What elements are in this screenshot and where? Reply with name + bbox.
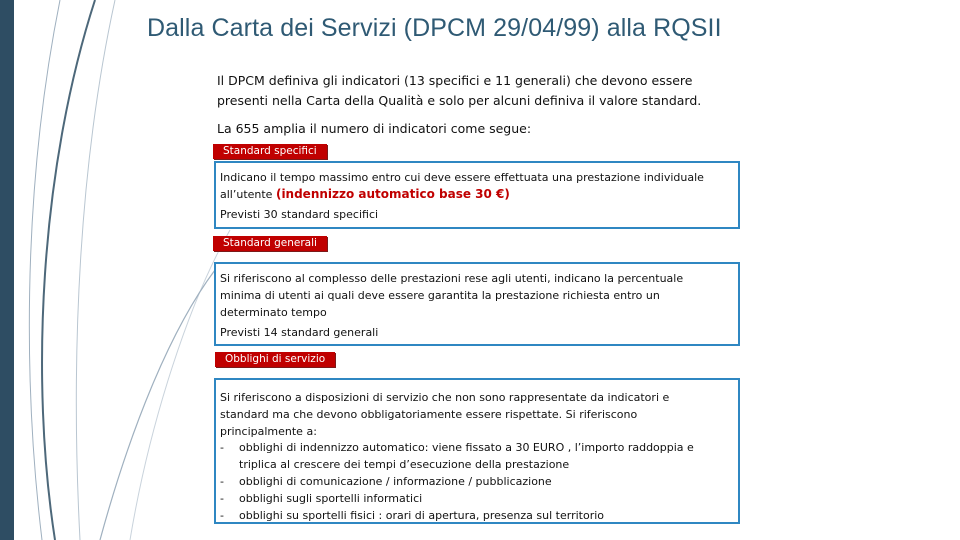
obblighi-text-3: principalmente a: bbox=[220, 424, 317, 438]
generali-text-4: Previsti 14 standard generali bbox=[220, 326, 379, 339]
specifici-text-2: all’utente (indennizzo automatico base 30 €) bbox=[220, 187, 510, 201]
tag-standard-generali: Standard generali bbox=[213, 236, 327, 251]
indennizzo-highlight: (indennizzo automatico base 30 €) bbox=[275, 187, 510, 201]
box-obblighi-servizio bbox=[214, 378, 740, 524]
specifici-text-3: Previsti 30 standard specifici bbox=[220, 208, 379, 221]
generali-text-3: determinato tempo bbox=[220, 306, 327, 319]
generali-text-1: Si riferiscono al complesso delle prestazioni rese agli utenti, indicano la percentuale bbox=[220, 272, 684, 285]
page-title: Dalla Carta dei Servizi (DPCM 29/04/99) alla RQSII bbox=[147, 14, 722, 42]
list-item: - obblighi di comunicazione / informazione / pubblicazione bbox=[220, 474, 552, 488]
generali-text-2: minima di utenti ai quali deve essere garantita la prestazione richiesta entro un bbox=[220, 289, 660, 302]
obblighi-list bbox=[220, 440, 734, 524]
intro-line-1: Il DPCM definiva gli indicatori (13 specifici e 11 generali) che devono essere bbox=[217, 73, 693, 88]
tag-standard-specifici: Standard specifici bbox=[213, 144, 327, 159]
box-standard-specifici bbox=[214, 161, 740, 229]
intro-line-2: presenti nella Carta della Qualità e solo per alcuni definiva il valore standard. bbox=[217, 93, 702, 108]
specifici-text-1: Indicano il tempo massimo entro cui deve essere effettuata una prestazione individuale bbox=[220, 171, 704, 184]
list-item: - obblighi su sportelli fisici : orari di apertura, presenza sul territorio bbox=[220, 508, 605, 522]
tag-obblighi-servizio: Obblighi di servizio bbox=[215, 352, 335, 367]
list-item: - obblighi di indennizzo automatico: viene fissato a 30 EURO , l’importo raddoppia e triplica al crescere dei tempi d’esecuzione della prestazione bbox=[220, 441, 694, 472]
obblighi-text-1: Si riferiscono a disposizioni di servizio che non sono rappresentate da indicatori e bbox=[220, 391, 670, 404]
list-item: - obblighi sugli sportelli informatici bbox=[220, 491, 423, 505]
intro-line-3: La 655 amplia il numero di indicatori come segue: bbox=[217, 121, 532, 136]
obblighi-text-2: standard ma che devono obbligatoriamente essere rispettate. Si riferiscono bbox=[220, 407, 638, 421]
box-standard-generali bbox=[214, 262, 740, 346]
